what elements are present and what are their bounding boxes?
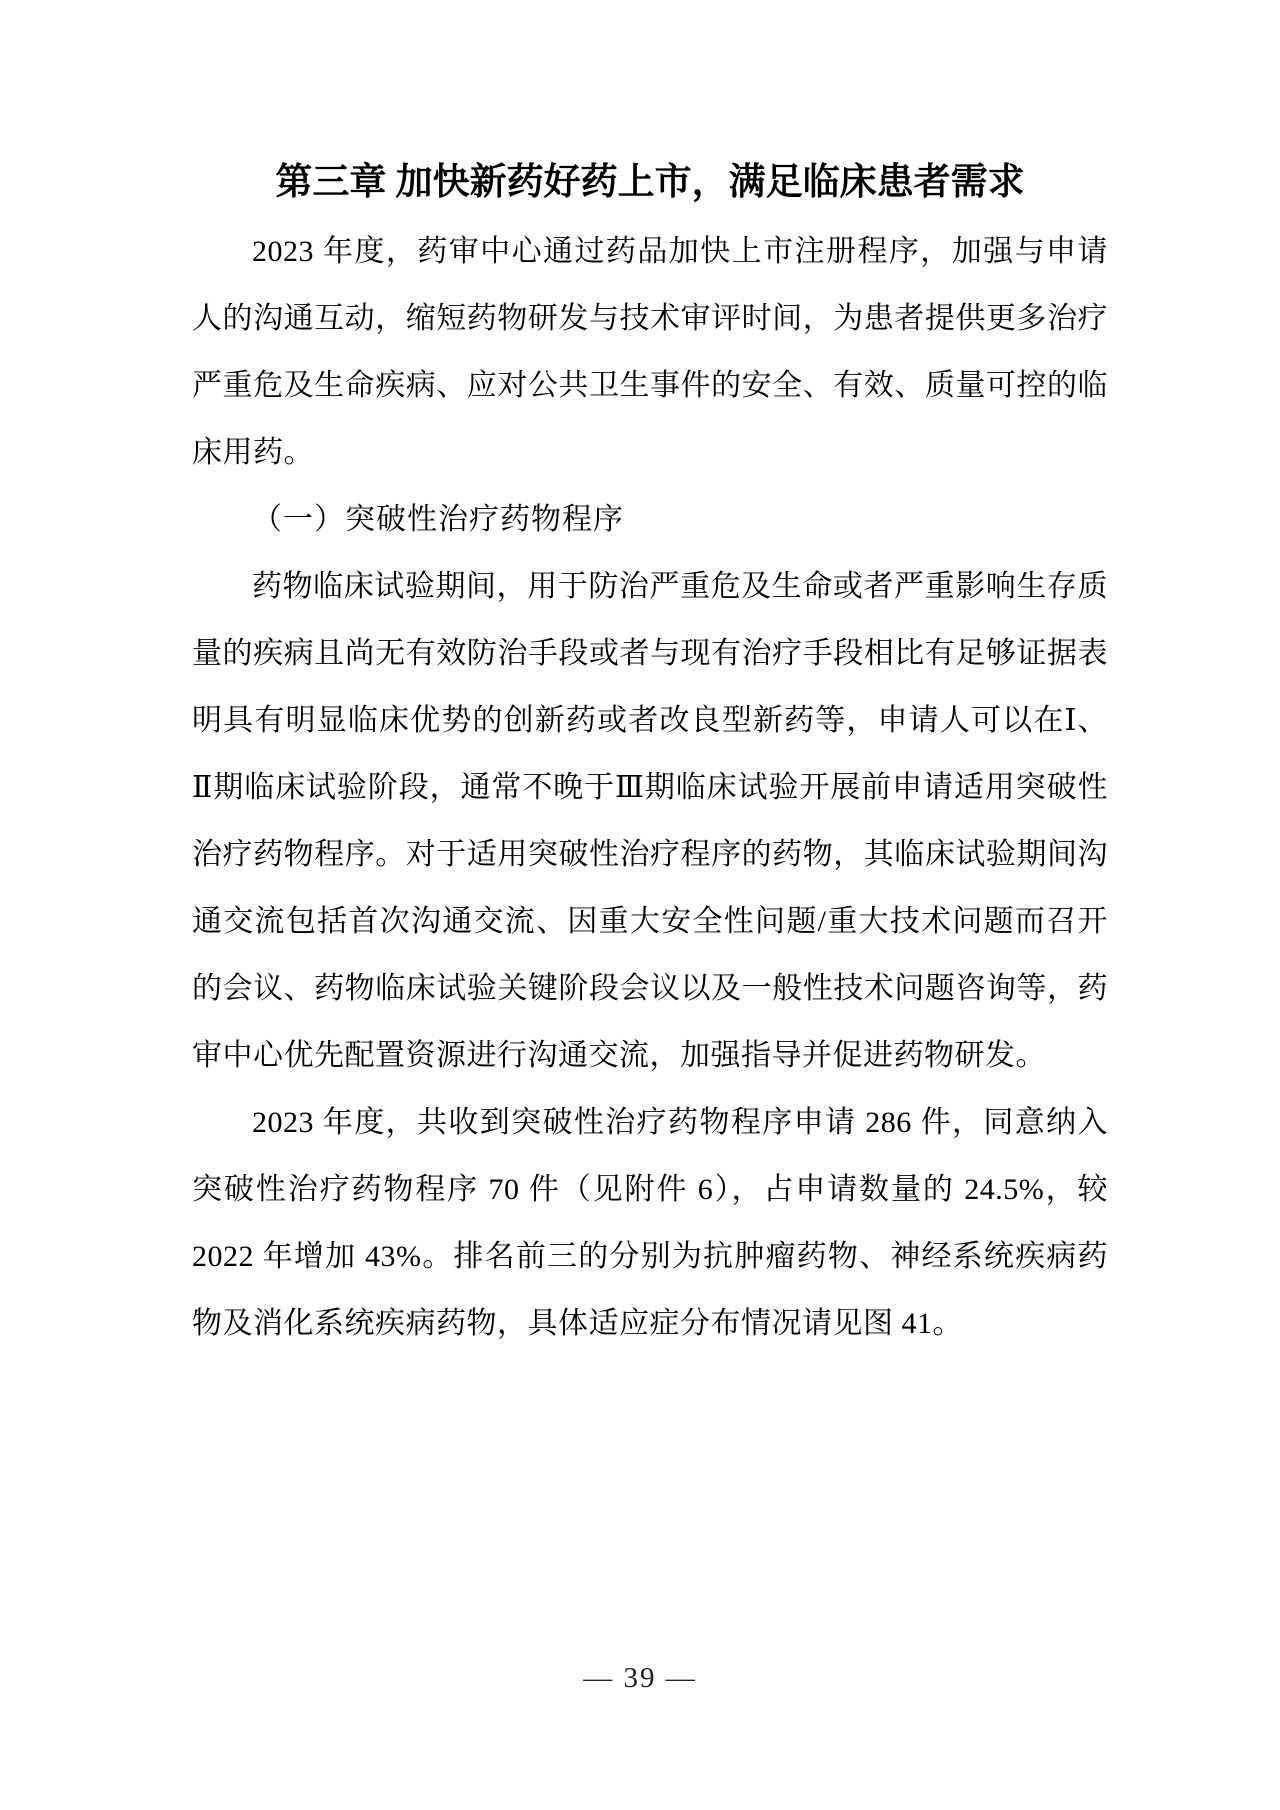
paragraph-breakthrough-statistics: 2023 年度，共收到突破性治疗药物程序申请 286 件，同意纳入突破性治疗药物程序 70 件（见附件 6），占申请数量的 24.5%，较 2022 年增加 43%。排名前三的分别为抗肿瘤药物、神经系统疾病药物及消化系统疾病药物，具体适应症分布情况请见图 41。 [192, 1106, 1108, 1340]
document-content [192, 158, 1108, 1357]
chapter-title: 第三章 加快新药好药上市，满足临床患者需求 [275, 162, 1025, 203]
page-number: — 39 — [583, 1662, 697, 1694]
paragraph-intro: 2023 年度，药审中心通过药品加快上市注册程序，加强与申请人的沟通互动，缩短药物研发与技术审评时间，为患者提供更多治疗严重危及生命疾病、应对公共卫生事件的安全、有效、质量可控的临床用药。 [192, 235, 1108, 469]
paragraph-breakthrough-definition: 药物临床试验期间，用于防治严重危及生命或者严重影响生存质量的疾病且尚无有效防治手段或者与现有治疗手段相比有足够证据表明具有明显临床优势的创新药或者改良型新药等，申请人可以在Ⅰ、Ⅱ期临床试验阶段，通常不晚于Ⅲ期临床试验开展前申请适用突破性治疗药物程序。对于适用突破性治疗程序的药物，其临床试验期间沟通交流包括首次沟通交流、因重大安全性问题/重大技术问题而召开的会议、药物临床试验关键阶段会议以及一般性技术问题咨询等，药审中心优先配置资源进行沟通交流，加强指导并促进药物研发。 [192, 570, 1108, 1072]
section-heading-breakthrough-therapy: （一）突破性治疗药物程序 [252, 503, 624, 536]
